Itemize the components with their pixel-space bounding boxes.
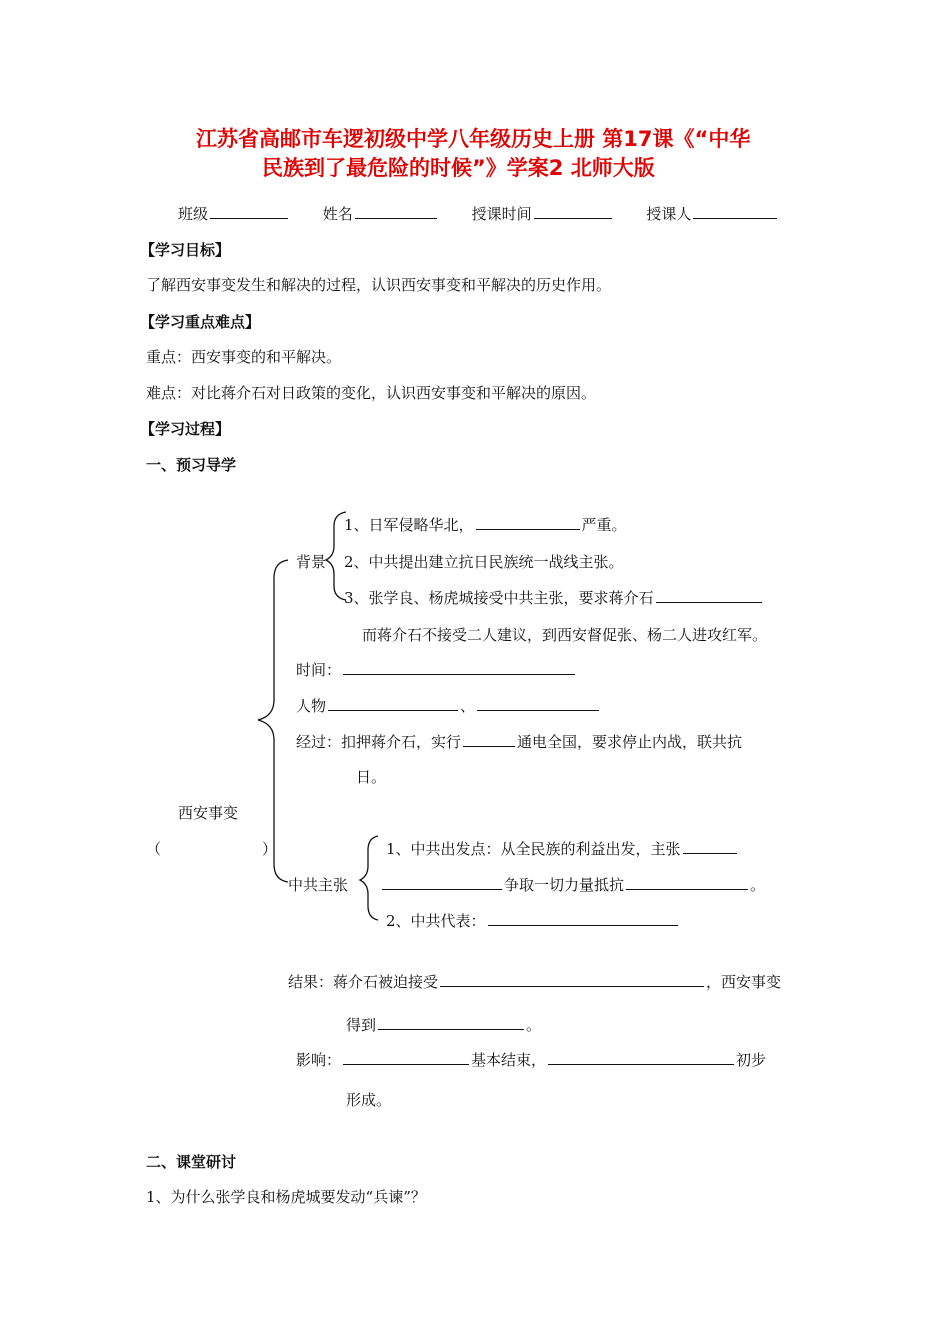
key-points-heading: 【学习重点难点】 [140, 313, 261, 331]
process-blank[interactable] [463, 732, 515, 747]
people-blank-1[interactable] [328, 696, 458, 711]
ccp1b-end: 。 [750, 876, 766, 894]
name-label: 姓名 [322, 205, 353, 223]
ccp-label: 中共主张 [288, 876, 349, 894]
result-blank-2[interactable] [378, 1015, 524, 1030]
time-label-text: 时间： [296, 661, 342, 679]
impact-text-c: 初步 [736, 1051, 767, 1069]
people-row [296, 695, 601, 716]
time-row [296, 659, 577, 680]
root-paren-open: （ [146, 840, 162, 858]
ccp1-text: 1、中共出发点：从全民族的利益出发，主张 [386, 840, 681, 858]
result-row [288, 971, 781, 992]
section-2-heading: 二、课堂研讨 [146, 1153, 237, 1171]
ccp2-text: 2、中共代表： [386, 912, 486, 930]
ccp-item-1 [386, 838, 739, 859]
people-sep: 、 [460, 697, 476, 715]
process-cont: 日。 [356, 768, 387, 786]
bg1-text-end: 严重。 [581, 516, 627, 534]
bg3-text: 3、张学良、杨虎城接受中共主张，要求蒋介石 [344, 589, 654, 607]
result-text-c: 得到 [346, 1016, 377, 1034]
impact-blank-2[interactable] [548, 1050, 734, 1065]
ccp1-blank[interactable] [683, 839, 737, 854]
impact-blank-1[interactable] [343, 1050, 469, 1065]
ccp-item-1b [380, 874, 765, 895]
title-line-1: 江苏省高邮市车逻初级中学八年级历史上册 第17课《“中华 [196, 127, 751, 151]
result-cont [346, 1014, 541, 1035]
ccp2-blank[interactable] [488, 911, 678, 926]
class-label: 班级 [178, 205, 209, 223]
impact-text-a: 影响： [296, 1051, 342, 1069]
bg-item-1 [344, 514, 627, 535]
bg-item-3 [344, 587, 764, 608]
goals-text: 了解西安事变发生和解决的过程，认识西安事变和平解决的历史作用。 [146, 276, 612, 294]
main-brace [258, 560, 288, 882]
impact-text-b: 基本结束， [471, 1051, 547, 1069]
root-paren-close: ） [262, 840, 278, 858]
impact-row [296, 1049, 766, 1070]
goals-heading: 【学习目标】 [140, 241, 231, 259]
time-label: 授课时间 [471, 205, 532, 223]
root-label: 西安事变 [178, 804, 239, 822]
ccp1b-text: 争取一切力量抵抗 [504, 876, 625, 894]
process-text-b: 通电全国，要求停止内战，联共抗 [517, 733, 743, 751]
result-blank[interactable] [440, 972, 704, 987]
result-text-b: ，西安事变 [706, 973, 782, 991]
ccp1b-blank-1[interactable] [382, 875, 502, 890]
bg1-text: 1、日军侵略华北， [344, 516, 474, 534]
process-heading: 【学习过程】 [140, 420, 231, 438]
section-1-heading: 一、预习导学 [146, 456, 237, 474]
bg-item-3-cont: 而蒋介石不接受二人建议，到西安督促张、杨二人进攻红军。 [362, 626, 768, 644]
title-line-2: 民族到了最危险的时候”》学案2 北师大版 [262, 156, 655, 180]
question-1: 1、为什么张学良和杨虎城要发动“兵谏”？ [146, 1188, 426, 1206]
bg-item-2: 2、中共提出建立抗日民族统一战线主张。 [344, 553, 624, 571]
focus-text: 重点：西安事变的和平解决。 [146, 348, 342, 366]
background-brace [326, 512, 346, 600]
result-end: 。 [526, 1016, 542, 1034]
result-text-a: 结果：蒋介石被迫接受 [288, 973, 439, 991]
bg1-blank[interactable] [476, 515, 580, 530]
process-row [296, 731, 742, 752]
background-label: 背景 [296, 553, 327, 571]
process-text-a: 经过：扣押蒋介石，实行 [296, 733, 462, 751]
bg3-blank[interactable] [656, 588, 762, 603]
people-label-text: 人物 [296, 697, 327, 715]
ccp1b-blank-2[interactable] [626, 875, 748, 890]
ccp-item-2 [386, 910, 680, 931]
ccp-brace [360, 836, 378, 920]
teacher-label: 授课人 [646, 205, 692, 223]
difficulty-text: 难点：对比蒋介石对日政策的变化，认识西安事变和平解决的原因。 [146, 384, 597, 402]
people-blank-2[interactable] [477, 696, 599, 711]
impact-cont: 形成。 [346, 1091, 392, 1109]
time-answer-blank[interactable] [343, 660, 575, 675]
